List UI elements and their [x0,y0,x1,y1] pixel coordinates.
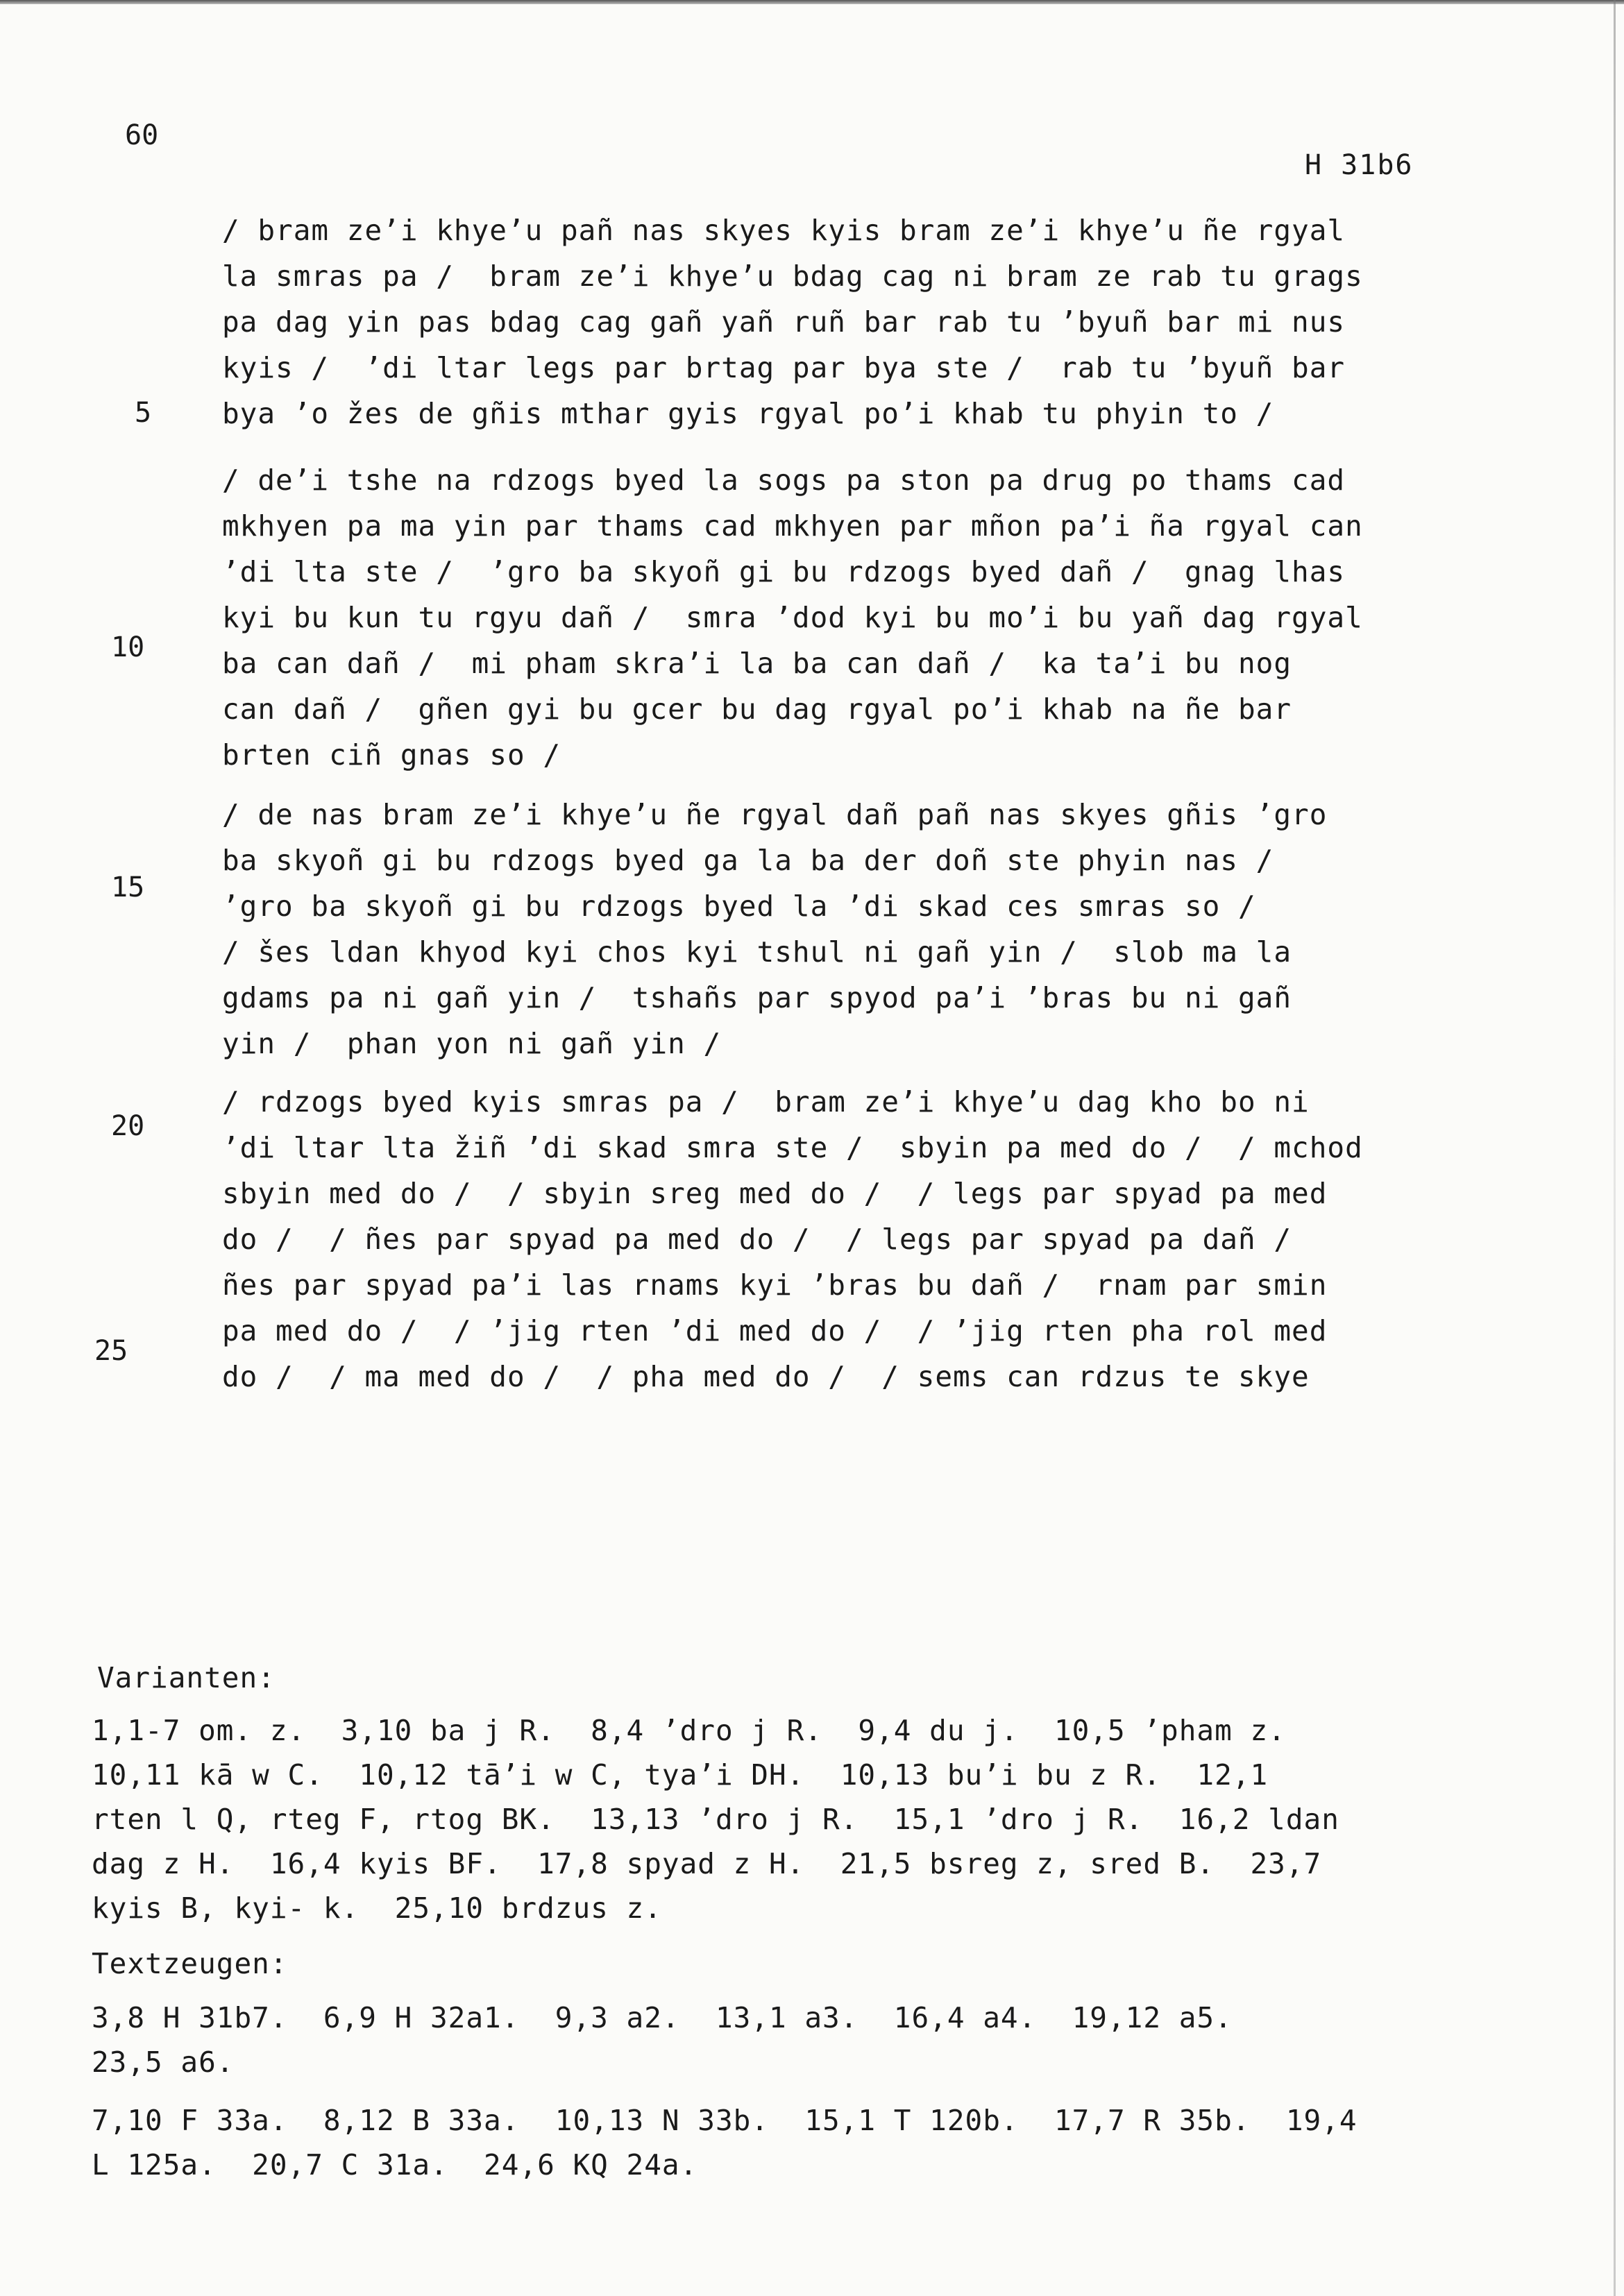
witness-line: L 125a. 20,7 C 31a. 24,6 KQ 24a. [92,2148,698,2182]
text-line: bya ’o žes de gñis mthar gyis rgyal po’i khab tu phyin to / [222,397,1274,430]
variant-line: 1,1-7 om. z. 3,10 ba j R. 8,4 ’dro j R. 9,4 du j. 10,5 ’pham z. [92,1714,1286,1747]
line-number: 15 [111,871,145,903]
text-line: pa dag yin pas bdag cag gañ yañ ruñ bar rab tu ’byuñ bar mi nus [222,305,1346,339]
text-line: ’di lta ste / ’gro ba skyoñ gi bu rdzogs byed dañ / gnag lhas [222,555,1346,588]
text-line: ba skyoñ gi bu rdzogs byed ga la ba der doñ ste phyin nas / [222,844,1274,877]
variant-line: kyis B, kyi- k. 25,10 brdzus z. [92,1891,662,1925]
text-line: gdams pa ni gañ yin / tshañs par spyod pa’i ’bras bu ni gañ [222,981,1292,1014]
line-number: 20 [111,1110,145,1142]
witness-line: 7,10 F 33a. 8,12 B 33a. 10,13 N 33b. 15,1 T 120b. 17,7 R 35b. 19,4 [92,2104,1357,2137]
page-top-edge [0,0,1624,4]
text-line: mkhyen pa ma yin par thams cad mkhyen par mñon pa’i ña rgyal can [222,509,1363,543]
text-line: kyis / ’di ltar legs par brtag par bya ste / rab tu ’byuñ bar [222,351,1346,384]
text-line: ’gro ba skyoñ gi bu rdzogs byed la ’di skad ces smras so / [222,890,1256,923]
text-line: / bram ze’i khye’u pañ nas skyes kyis bram ze’i khye’u ñe rgyal [222,214,1346,247]
text-line: / rdzogs byed kyis smras pa / bram ze’i khye’u dag kho bo ni [222,1085,1310,1119]
text-line: ba can dañ / mi pham skra’i la ba can dañ / ka ta’i bu nog [222,647,1292,680]
text-line: sbyin med do / / sbyin sreg med do / / legs par spyad pa med [222,1177,1328,1210]
text-line: / de’i tshe na rdzogs byed la sogs pa ston pa drug po thams cad [222,464,1346,497]
text-line: yin / phan yon ni gañ yin / [222,1027,722,1060]
text-line: brten ciñ gnas so / [222,738,561,772]
text-line: / šes ldan khyod kyi chos kyi tshul ni gañ yin / slob ma la [222,935,1292,969]
line-number: 10 [111,631,145,663]
text-line: kyi bu kun tu rgyu dañ / smra ’dod kyi bu mo’i bu yañ dag rgyal [222,601,1363,634]
text-line: / de nas bram ze’i khye’u ñe rgyal dañ pañ nas skyes gñis ’gro [222,798,1328,831]
text-line: can dañ / gñen gyi bu gcer bu dag rgyal po’i khab na ñe bar [222,692,1292,726]
witness-line: 23,5 a6. [92,2046,235,2079]
variant-line: rten l Q, rteg F, rtog BK. 13,13 ’dro j R. 15,1 ’dro j R. 16,2 ldan [92,1803,1339,1836]
text-line: ’di ltar lta žiñ ’di skad smra ste / sbyin pa med do / / mchod [222,1131,1363,1164]
variants-heading: Varianten: [97,1661,276,1694]
variant-line: 10,11 kā w C. 10,12 tā’i w C, tya’i DH. 10,13 bu’i bu z R. 12,1 [92,1758,1269,1792]
line-number: 25 [94,1335,128,1367]
text-line: do / / ñes par spyad pa med do / / legs par spyad pa dañ / [222,1223,1292,1256]
page-right-edge [1614,0,1616,2296]
text-line: pa med do / / ’jig rten ’di med do / / ’jig rten pha rol med [222,1314,1328,1347]
witnesses-heading: Textzeugen: [92,1947,288,1980]
text-line: la smras pa / bram ze’i khye’u bdag cag ni bram ze rab tu grags [222,260,1363,293]
witness-line: 3,8 H 31b7. 6,9 H 32a1. 9,3 a2. 13,1 a3. 16,4 a4. 19,12 a5. [92,2001,1233,2034]
manuscript-sigla: H 31b6 [1305,149,1414,181]
text-line: do / / ma med do / / pha med do / / sems can rdzus te skye [222,1360,1310,1393]
page-number: 60 [125,119,159,151]
line-number: 5 [135,397,152,429]
text-line: ñes par spyad pa’i las rnams kyi ’bras bu dañ / rnam par smin [222,1268,1328,1302]
variant-line: dag z H. 16,4 kyis BF. 17,8 spyad z H. 21,5 bsreg z, sred B. 23,7 [92,1847,1322,1880]
